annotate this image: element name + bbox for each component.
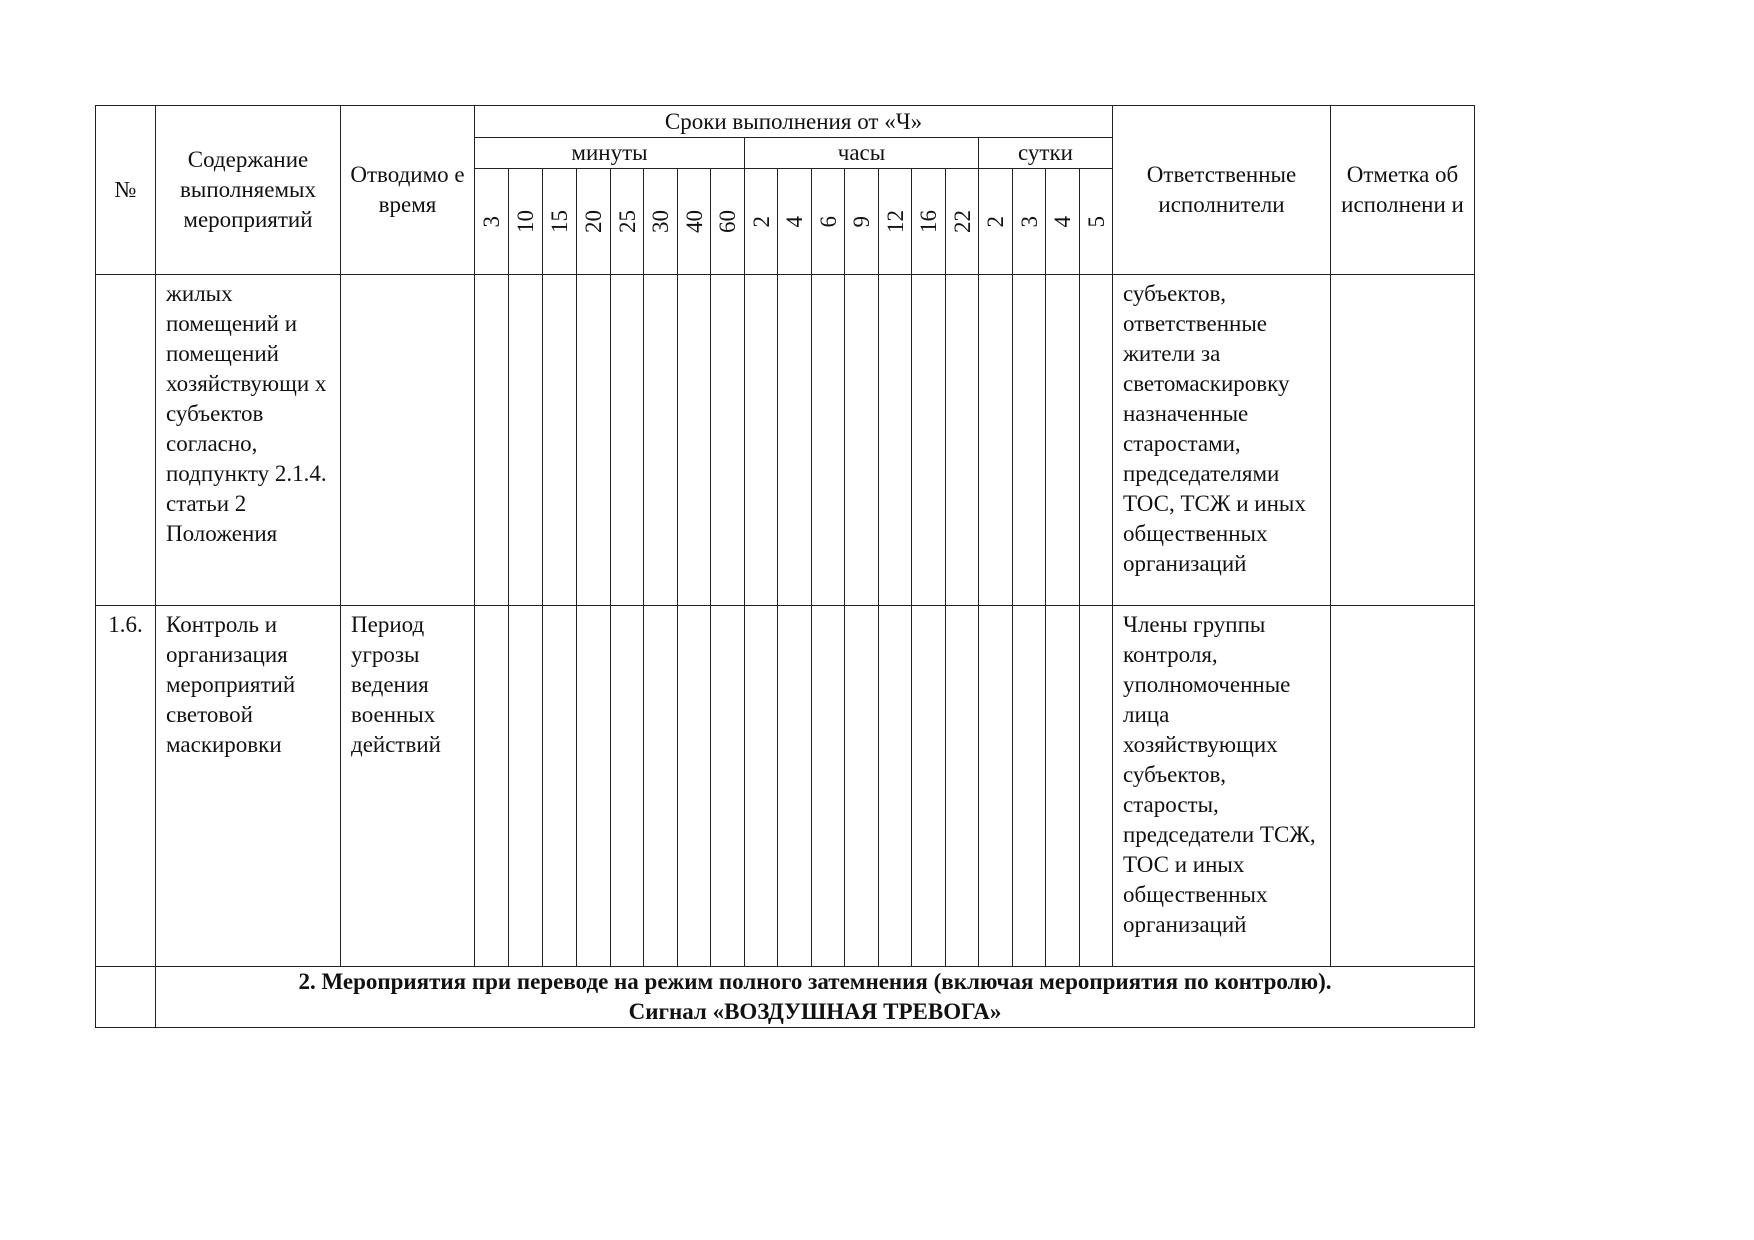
header-hours: часы	[745, 138, 979, 169]
header-minutes: минуты	[475, 138, 745, 169]
minute-col-header: 10	[509, 169, 543, 275]
term-cell	[1080, 606, 1113, 967]
term-cell	[543, 606, 577, 967]
header-days: сутки	[979, 138, 1113, 169]
term-cell	[644, 275, 678, 606]
row-responsible: субъектов, ответственные жители за светомаскировку назначенные старостами, председателями ТОС, ТСЖ и иных общественных организаций	[1113, 275, 1331, 606]
hour-col-header: 6	[812, 169, 845, 275]
header-content: Содержание выполняемых мероприятий	[156, 106, 341, 275]
hour-col-header: 4	[778, 169, 812, 275]
term-cell	[678, 275, 711, 606]
header-terms: Сроки выполнения от «Ч»	[475, 106, 1113, 138]
row-number: 1.6.	[96, 606, 156, 967]
term-cell	[912, 275, 946, 606]
row-content: жилых помещений и помещений хозяйствующи х субъектов согласно, подпункту 2.1.4. статьи 2 Положения	[156, 275, 341, 606]
term-cell	[745, 275, 778, 606]
term-cell	[946, 275, 979, 606]
term-cell	[812, 275, 845, 606]
term-cell	[611, 275, 644, 606]
row-content: Контроль и организация мероприятий световой маскировки	[156, 606, 341, 967]
term-cell	[812, 606, 845, 967]
day-col-header: 4	[1046, 169, 1080, 275]
table-row	[96, 606, 1475, 967]
hour-col-header: 2	[745, 169, 778, 275]
minute-col-header: 25	[611, 169, 644, 275]
term-cell	[845, 606, 879, 967]
table-row	[96, 275, 1475, 606]
section-row	[96, 967, 1475, 1028]
row-mark	[1331, 606, 1475, 967]
row-time: Период угрозы ведения военных действий	[341, 606, 475, 967]
row-mark	[1331, 275, 1475, 606]
term-cell	[711, 606, 745, 967]
term-cell	[912, 606, 946, 967]
minute-col-header: 40	[678, 169, 711, 275]
term-cell	[778, 275, 812, 606]
term-cell	[577, 275, 611, 606]
term-cell	[745, 606, 778, 967]
term-cell	[879, 606, 912, 967]
minute-col-header: 60	[711, 169, 745, 275]
term-cell	[611, 606, 644, 967]
hour-col-header: 9	[845, 169, 879, 275]
term-cell	[1080, 275, 1113, 606]
section-title	[156, 967, 1475, 1028]
term-cell	[509, 606, 543, 967]
minute-col-header: 15	[543, 169, 577, 275]
hour-col-header: 16	[912, 169, 946, 275]
minute-col-header: 20	[577, 169, 611, 275]
row-time	[341, 275, 475, 606]
header-completion-mark: Отметка об исполнени и	[1331, 106, 1475, 275]
day-col-header: 2	[979, 169, 1013, 275]
day-col-header: 5	[1080, 169, 1113, 275]
row-number	[96, 275, 156, 606]
term-cell	[845, 275, 879, 606]
term-cell	[1046, 275, 1080, 606]
hour-col-header: 22	[946, 169, 979, 275]
term-cell	[711, 275, 745, 606]
row-responsible: Члены группы контроля, уполномоченные лица хозяйствующих субъектов, старосты, председатели ТСЖ, ТОС и иных общественных организаций	[1113, 606, 1331, 967]
header-responsible: Ответственные исполнители	[1113, 106, 1331, 275]
term-cell	[1013, 606, 1046, 967]
term-cell	[979, 275, 1013, 606]
term-cell	[678, 606, 711, 967]
header-allotted-time: Отводимо е время	[341, 106, 475, 275]
term-cell	[644, 606, 678, 967]
section-number	[96, 967, 156, 1028]
minute-col-header: 3	[475, 169, 509, 275]
section-title-line-1: 2. Мероприятия при переводе на режим полного затемнения (включая мероприятия по контролю).	[298, 969, 1332, 994]
term-cell	[946, 606, 979, 967]
term-cell	[778, 606, 812, 967]
section-title-line-2: Сигнал «ВОЗДУШНАЯ ТРЕВОГА»	[628, 999, 1002, 1024]
term-cell	[1046, 606, 1080, 967]
day-col-header: 3	[1013, 169, 1046, 275]
term-cell	[475, 275, 509, 606]
header-row-1	[96, 106, 1475, 138]
term-cell	[879, 275, 912, 606]
term-cell	[475, 606, 509, 967]
hour-col-header: 12	[879, 169, 912, 275]
minute-col-header: 30	[644, 169, 678, 275]
activities-table	[95, 105, 1475, 1028]
term-cell	[979, 606, 1013, 967]
term-cell	[509, 275, 543, 606]
term-cell	[577, 606, 611, 967]
term-cell	[1013, 275, 1046, 606]
term-cell	[543, 275, 577, 606]
header-number: №	[96, 106, 156, 275]
